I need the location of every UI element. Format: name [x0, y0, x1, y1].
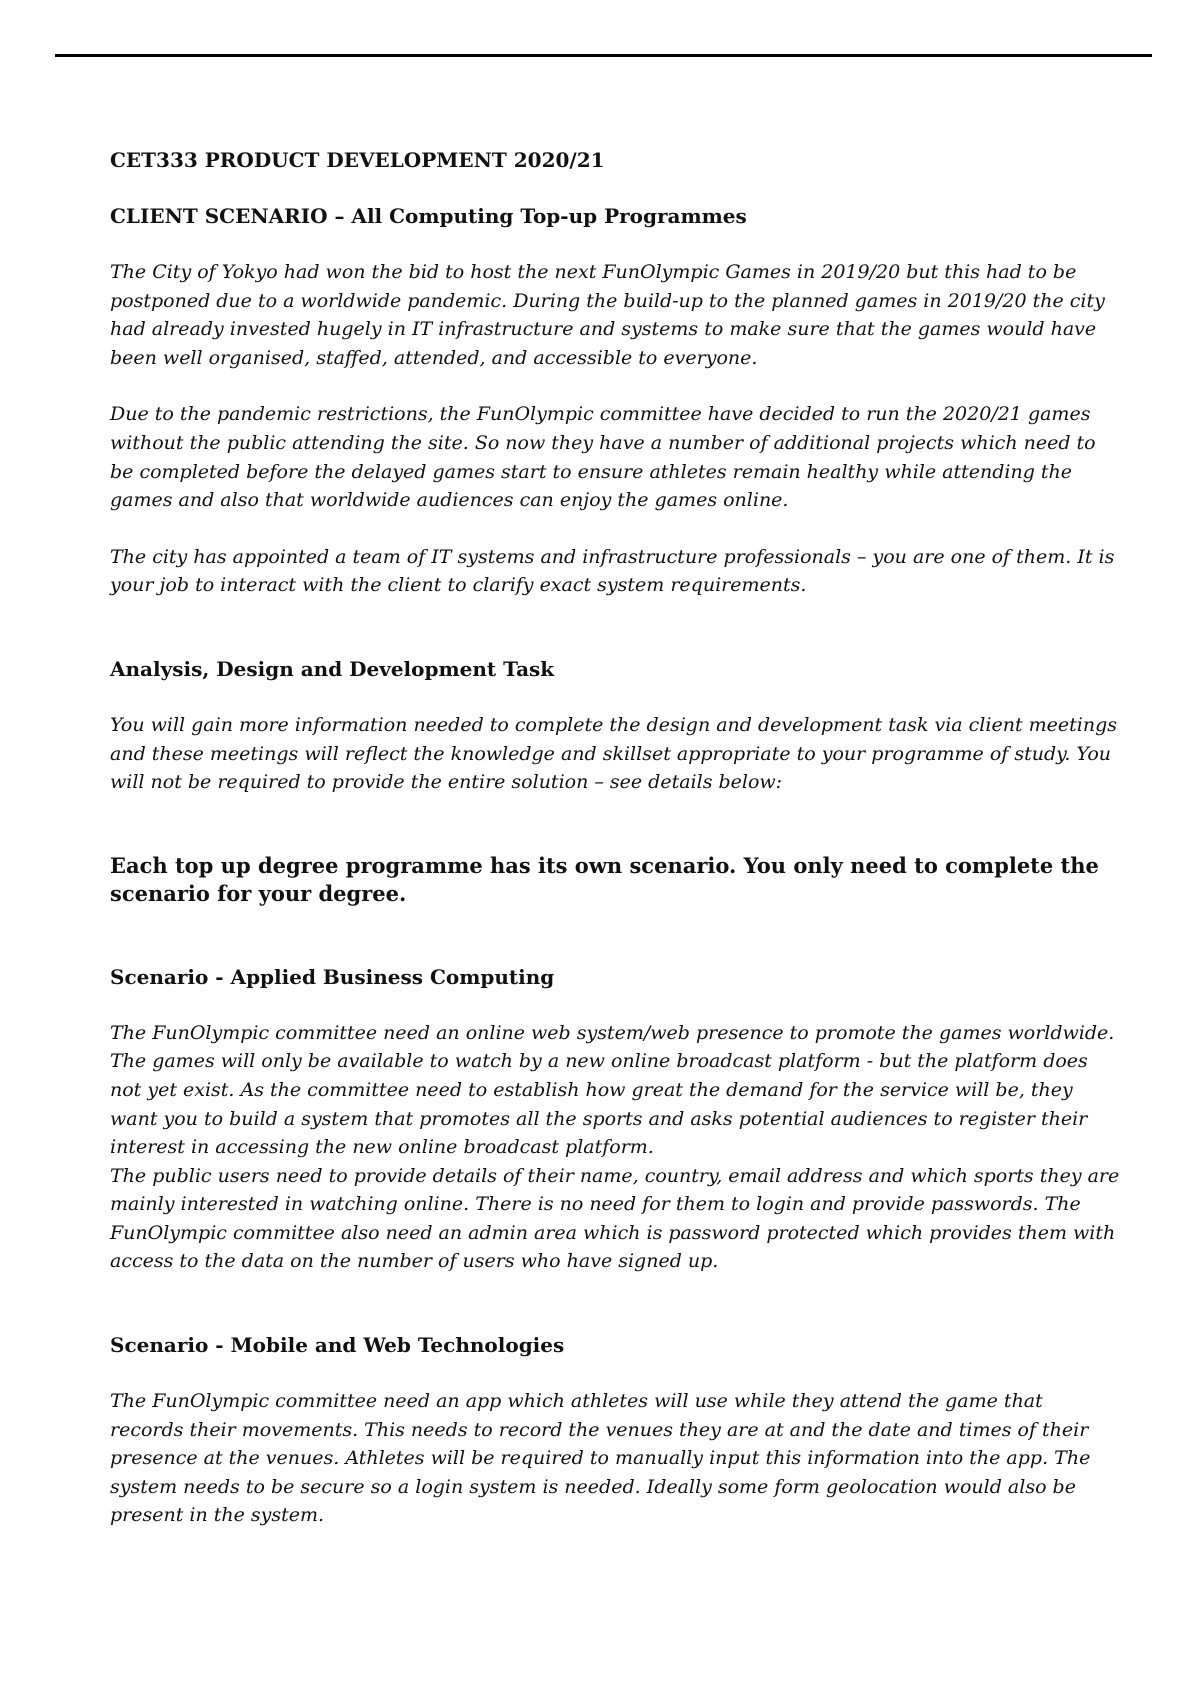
degree-notice: Each top up degree programme has its own scenario. You only need to complete the scenario for your degree.	[110, 852, 1099, 906]
intro-paragraph-1: The City of Yokyo had won the bid to host the next FunOlympic Games in 2019/20 but this had to be postponed due to a worldwide pandemic. During the build-up to the planned games in 2019/20 the city had already invested hugely in IT infrastructure and systems to make sure that the games would have been well organised, staffed, attended, and accessible to everyone.	[110, 261, 1105, 369]
header-rule	[55, 54, 1152, 57]
scenario-mwt-heading: Scenario - Mobile and Web Technologies	[110, 1333, 565, 1358]
document-title: CET333 PRODUCT DEVELOPMENT 2020/21	[110, 148, 605, 172]
intro-paragraph-2: Due to the pandemic restrictions, the FunOlympic committee have decided to run the 2020/21 games without the public attending the site. So now they have a number of additional projects which need to be completed before the delayed games start to ensure athletes remain healthy while attending the games and also that worldwide audiences can enjoy the games online.	[110, 403, 1096, 512]
task-paragraph: You will gain more information needed to complete the design and development task via client meetings and these meetings will reflect the knowledge and skillset appropriate to your programme of study. You will not be required to provide the entire solution – see details below:	[110, 713, 1117, 794]
scenario-abc-paragraph-1: The FunOlympic committee need an online web system/web presence to promote the games worldwide. The games will only be available to watch by a new online broadcast platform - but the platform does not yet exist. As the committee need to establish how great the demand for the service will be, they want you to build a system that promotes all the sports and asks potential audiences to register their interest in accessing the new online broadcast platform.	[110, 1021, 1115, 1159]
task-heading: Analysis, Design and Development Task	[110, 656, 555, 681]
scenario-abc-heading: Scenario - Applied Business Computing	[110, 964, 555, 989]
scenario-mwt-paragraph: The FunOlympic committee need an app which athletes will use while they attend the game that records their movements. This needs to record the venues they are at and the date and times of their presence at the venues. Athletes will be required to manually input this information into the app. The system needs to be secure so a login system is needed. Ideally some form geolocation would also be present in the system.	[110, 1390, 1091, 1527]
intro-paragraph-3: The city has appointed a team of IT systems and infrastructure professionals – you are one of them. It is your job to interact with the client to clarify exact system requirements.	[110, 545, 1115, 597]
document-subtitle: CLIENT SCENARIO – All Computing Top-up Programmes	[110, 204, 747, 228]
document-page	[110, 146, 1120, 1530]
scenario-abc-paragraph-2: The public users need to provide details of their name, country, email address and which sports they are mainly interested in watching online. There is no need for them to login and provide passwords. The FunOlympic committee also need an admin area which is password protected which provides them with access to the data on the number of users who have signed up.	[110, 1164, 1120, 1273]
